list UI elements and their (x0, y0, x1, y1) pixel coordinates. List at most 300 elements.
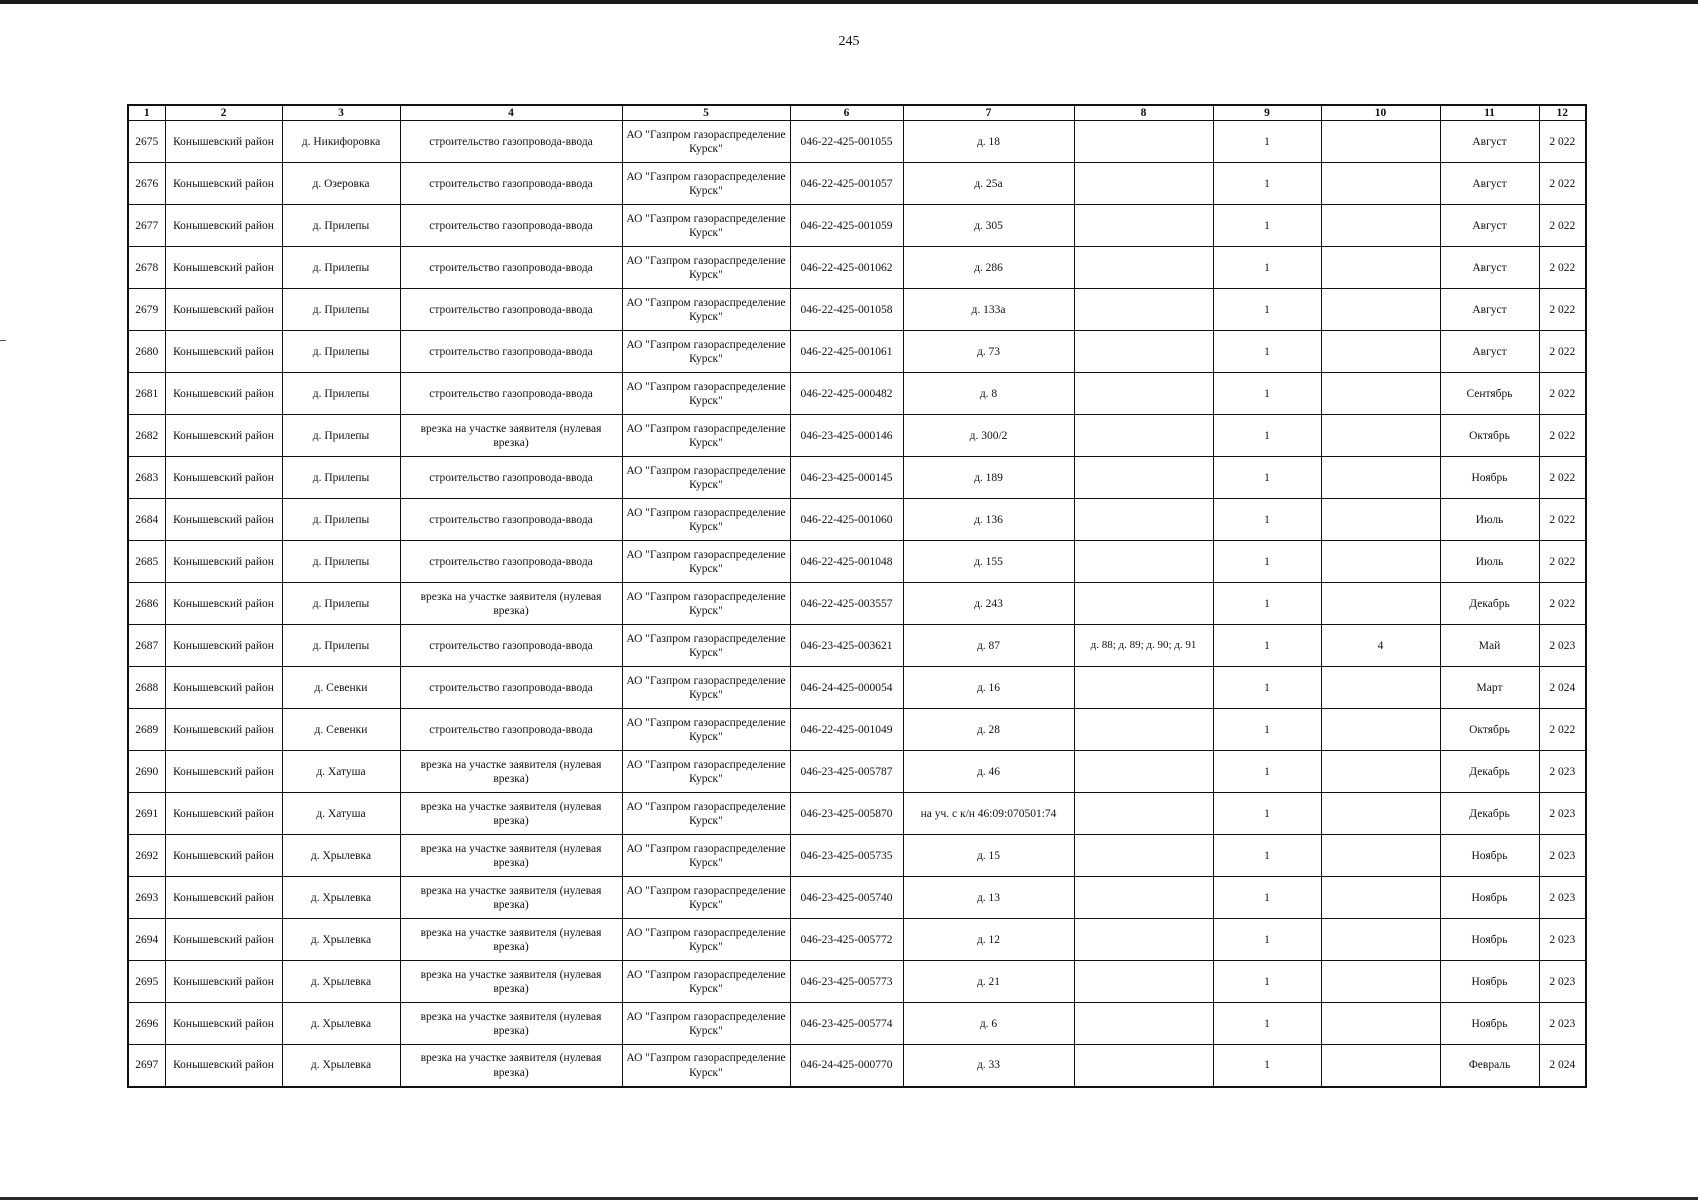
work-type-cell: врезка на участке заявителя (нулевая врезка) (400, 583, 622, 625)
address-cell: д. 300/2 (903, 415, 1074, 457)
additional-addresses-cell (1074, 1003, 1213, 1045)
column-header-6: 6 (790, 105, 903, 121)
table-row (128, 919, 1586, 961)
organization-cell: АО "Газпром газораспределение Курск" (622, 373, 790, 415)
table-row (128, 1003, 1586, 1045)
additional-quantity-cell (1321, 457, 1440, 499)
settlement-cell: д. Прилепы (282, 499, 400, 541)
application-code-cell: 046-22-425-001059 (790, 205, 903, 247)
district-cell: Конышевский район (165, 247, 282, 289)
district-cell: Конышевский район (165, 961, 282, 1003)
month-cell: Май (1440, 625, 1539, 667)
additional-quantity-cell (1321, 415, 1440, 457)
table-row (128, 499, 1586, 541)
additional-addresses-cell (1074, 583, 1213, 625)
additional-addresses-cell (1074, 205, 1213, 247)
month-cell: Август (1440, 331, 1539, 373)
application-code-cell: 046-22-425-003557 (790, 583, 903, 625)
row-number-cell: 2679 (128, 289, 165, 331)
month-cell: Август (1440, 163, 1539, 205)
address-cell: д. 136 (903, 499, 1074, 541)
application-code-cell: 046-24-425-000770 (790, 1045, 903, 1087)
application-code-cell: 046-23-425-005774 (790, 1003, 903, 1045)
application-code-cell: 046-23-425-000146 (790, 415, 903, 457)
organization-cell: АО "Газпром газораспределение Курск" (622, 247, 790, 289)
work-type-cell: строительство газопровода-ввода (400, 667, 622, 709)
header-row (128, 105, 1586, 121)
settlement-cell: д. Прилепы (282, 583, 400, 625)
additional-addresses-cell (1074, 247, 1213, 289)
additional-addresses-cell: д. 88; д. 89; д. 90; д. 91 (1074, 625, 1213, 667)
district-cell: Конышевский район (165, 415, 282, 457)
month-cell: Ноябрь (1440, 835, 1539, 877)
quantity-cell: 1 (1213, 667, 1321, 709)
row-number-cell: 2680 (128, 331, 165, 373)
district-cell: Конышевский район (165, 541, 282, 583)
address-cell: д. 286 (903, 247, 1074, 289)
settlement-cell: д. Хрылевка (282, 1003, 400, 1045)
year-cell: 2 023 (1539, 877, 1586, 919)
row-number-cell: 2691 (128, 793, 165, 835)
address-cell: д. 243 (903, 583, 1074, 625)
work-type-cell: врезка на участке заявителя (нулевая врезка) (400, 1003, 622, 1045)
row-number-cell: 2685 (128, 541, 165, 583)
address-cell: д. 133а (903, 289, 1074, 331)
application-code-cell: 046-23-425-005735 (790, 835, 903, 877)
additional-quantity-cell (1321, 541, 1440, 583)
settlement-cell: д. Прилепы (282, 289, 400, 331)
district-cell: Конышевский район (165, 793, 282, 835)
organization-cell: АО "Газпром газораспределение Курск" (622, 163, 790, 205)
month-cell: Июль (1440, 541, 1539, 583)
additional-addresses-cell (1074, 163, 1213, 205)
address-cell: д. 28 (903, 709, 1074, 751)
work-type-cell: строительство газопровода-ввода (400, 289, 622, 331)
column-header-1: 1 (128, 105, 165, 121)
additional-addresses-cell (1074, 919, 1213, 961)
quantity-cell: 1 (1213, 625, 1321, 667)
year-cell: 2 023 (1539, 1003, 1586, 1045)
year-cell: 2 022 (1539, 583, 1586, 625)
application-code-cell: 046-23-425-000145 (790, 457, 903, 499)
district-cell: Конышевский район (165, 457, 282, 499)
month-cell: Июль (1440, 499, 1539, 541)
additional-addresses-cell (1074, 331, 1213, 373)
work-type-cell: строительство газопровода-ввода (400, 205, 622, 247)
quantity-cell: 1 (1213, 121, 1321, 163)
table-row (128, 247, 1586, 289)
district-cell: Конышевский район (165, 625, 282, 667)
work-type-cell: строительство газопровода-ввода (400, 457, 622, 499)
row-number-cell: 2690 (128, 751, 165, 793)
additional-quantity-cell (1321, 373, 1440, 415)
table-row (128, 961, 1586, 1003)
column-header-12: 12 (1539, 105, 1586, 121)
column-header-7: 7 (903, 105, 1074, 121)
address-cell: д. 155 (903, 541, 1074, 583)
register-table (127, 104, 1587, 1088)
application-code-cell: 046-22-425-001048 (790, 541, 903, 583)
month-cell: Август (1440, 205, 1539, 247)
quantity-cell: 1 (1213, 373, 1321, 415)
district-cell: Конышевский район (165, 163, 282, 205)
quantity-cell: 1 (1213, 793, 1321, 835)
settlement-cell: д. Прилепы (282, 541, 400, 583)
year-cell: 2 023 (1539, 793, 1586, 835)
quantity-cell: 1 (1213, 289, 1321, 331)
organization-cell: АО "Газпром газораспределение Курск" (622, 121, 790, 163)
settlement-cell: д. Хатуша (282, 793, 400, 835)
month-cell: Ноябрь (1440, 919, 1539, 961)
month-cell: Март (1440, 667, 1539, 709)
additional-addresses-cell (1074, 499, 1213, 541)
work-type-cell: строительство газопровода-ввода (400, 331, 622, 373)
month-cell: Октябрь (1440, 415, 1539, 457)
district-cell: Конышевский район (165, 289, 282, 331)
work-type-cell: строительство газопровода-ввода (400, 499, 622, 541)
month-cell: Август (1440, 247, 1539, 289)
quantity-cell: 1 (1213, 877, 1321, 919)
organization-cell: АО "Газпром газораспределение Курск" (622, 205, 790, 247)
table-row (128, 625, 1586, 667)
additional-quantity-cell: 4 (1321, 625, 1440, 667)
quantity-cell: 1 (1213, 709, 1321, 751)
district-cell: Конышевский район (165, 919, 282, 961)
year-cell: 2 024 (1539, 667, 1586, 709)
work-type-cell: врезка на участке заявителя (нулевая врезка) (400, 961, 622, 1003)
address-cell: д. 87 (903, 625, 1074, 667)
quantity-cell: 1 (1213, 835, 1321, 877)
row-number-cell: 2688 (128, 667, 165, 709)
additional-addresses-cell (1074, 709, 1213, 751)
district-cell: Конышевский район (165, 877, 282, 919)
additional-quantity-cell (1321, 583, 1440, 625)
work-type-cell: врезка на участке заявителя (нулевая врезка) (400, 1045, 622, 1087)
organization-cell: АО "Газпром газораспределение Курск" (622, 751, 790, 793)
additional-quantity-cell (1321, 667, 1440, 709)
year-cell: 2 022 (1539, 247, 1586, 289)
row-number-cell: 2697 (128, 1045, 165, 1087)
quantity-cell: 1 (1213, 919, 1321, 961)
quantity-cell: 1 (1213, 1003, 1321, 1045)
column-header-10: 10 (1321, 105, 1440, 121)
table-row (128, 583, 1586, 625)
month-cell: Ноябрь (1440, 961, 1539, 1003)
year-cell: 2 022 (1539, 415, 1586, 457)
month-cell: Февраль (1440, 1045, 1539, 1087)
scan-margin-mark (0, 340, 6, 341)
application-code-cell: 046-22-425-001049 (790, 709, 903, 751)
additional-quantity-cell (1321, 121, 1440, 163)
quantity-cell: 1 (1213, 205, 1321, 247)
table-row (128, 793, 1586, 835)
settlement-cell: д. Хрылевка (282, 1045, 400, 1087)
work-type-cell: строительство газопровода-ввода (400, 625, 622, 667)
row-number-cell: 2692 (128, 835, 165, 877)
column-header-2: 2 (165, 105, 282, 121)
row-number-cell: 2677 (128, 205, 165, 247)
organization-cell: АО "Газпром газораспределение Курск" (622, 919, 790, 961)
month-cell: Сентябрь (1440, 373, 1539, 415)
row-number-cell: 2684 (128, 499, 165, 541)
quantity-cell: 1 (1213, 583, 1321, 625)
column-header-9: 9 (1213, 105, 1321, 121)
organization-cell: АО "Газпром газораспределение Курск" (622, 1045, 790, 1087)
row-number-cell: 2695 (128, 961, 165, 1003)
year-cell: 2 022 (1539, 331, 1586, 373)
month-cell: Октябрь (1440, 709, 1539, 751)
district-cell: Конышевский район (165, 751, 282, 793)
address-cell: на уч. с к/н 46:09:070501:74 (903, 793, 1074, 835)
organization-cell: АО "Газпром газораспределение Курск" (622, 331, 790, 373)
application-code-cell: 046-22-425-000482 (790, 373, 903, 415)
work-type-cell: строительство газопровода-ввода (400, 163, 622, 205)
table-row (128, 289, 1586, 331)
column-header-4: 4 (400, 105, 622, 121)
additional-addresses-cell (1074, 961, 1213, 1003)
row-number-cell: 2682 (128, 415, 165, 457)
district-cell: Конышевский район (165, 373, 282, 415)
additional-addresses-cell (1074, 1045, 1213, 1087)
page-number: 245 (838, 34, 860, 49)
work-type-cell: строительство газопровода-ввода (400, 373, 622, 415)
address-cell: д. 25а (903, 163, 1074, 205)
application-code-cell: 046-23-425-005870 (790, 793, 903, 835)
quantity-cell: 1 (1213, 499, 1321, 541)
application-code-cell: 046-23-425-005772 (790, 919, 903, 961)
settlement-cell: д. Прилепы (282, 415, 400, 457)
table-row (128, 835, 1586, 877)
year-cell: 2 022 (1539, 163, 1586, 205)
additional-addresses-cell (1074, 667, 1213, 709)
month-cell: Декабрь (1440, 583, 1539, 625)
organization-cell: АО "Газпром газораспределение Курск" (622, 1003, 790, 1045)
application-code-cell: 046-24-425-000054 (790, 667, 903, 709)
additional-quantity-cell (1321, 247, 1440, 289)
table-row (128, 205, 1586, 247)
district-cell: Конышевский район (165, 1045, 282, 1087)
address-cell: д. 189 (903, 457, 1074, 499)
address-cell: д. 8 (903, 373, 1074, 415)
address-cell: д. 73 (903, 331, 1074, 373)
table-row (128, 457, 1586, 499)
application-code-cell: 046-22-425-001061 (790, 331, 903, 373)
application-code-cell: 046-23-425-005787 (790, 751, 903, 793)
year-cell: 2 022 (1539, 289, 1586, 331)
work-type-cell: строительство газопровода-ввода (400, 121, 622, 163)
organization-cell: АО "Газпром газораспределение Курск" (622, 625, 790, 667)
year-cell: 2 022 (1539, 205, 1586, 247)
settlement-cell: д. Прилепы (282, 331, 400, 373)
table-row (128, 751, 1586, 793)
address-cell: д. 305 (903, 205, 1074, 247)
settlement-cell: д. Севенки (282, 709, 400, 751)
additional-quantity-cell (1321, 835, 1440, 877)
organization-cell: АО "Газпром газораспределение Курск" (622, 289, 790, 331)
district-cell: Конышевский район (165, 121, 282, 163)
settlement-cell: д. Хрылевка (282, 835, 400, 877)
additional-quantity-cell (1321, 163, 1440, 205)
work-type-cell: врезка на участке заявителя (нулевая врезка) (400, 793, 622, 835)
additional-addresses-cell (1074, 835, 1213, 877)
table-row (128, 877, 1586, 919)
additional-addresses-cell (1074, 415, 1213, 457)
organization-cell: АО "Газпром газораспределение Курск" (622, 583, 790, 625)
address-cell: д. 12 (903, 919, 1074, 961)
additional-addresses-cell (1074, 541, 1213, 583)
settlement-cell: д. Хрылевка (282, 919, 400, 961)
work-type-cell: врезка на участке заявителя (нулевая врезка) (400, 919, 622, 961)
application-code-cell: 046-23-425-003621 (790, 625, 903, 667)
row-number-cell: 2675 (128, 121, 165, 163)
additional-addresses-cell (1074, 121, 1213, 163)
year-cell: 2 022 (1539, 457, 1586, 499)
settlement-cell: д. Хрылевка (282, 961, 400, 1003)
application-code-cell: 046-23-425-005773 (790, 961, 903, 1003)
additional-quantity-cell (1321, 919, 1440, 961)
district-cell: Конышевский район (165, 583, 282, 625)
district-cell: Конышевский район (165, 1003, 282, 1045)
year-cell: 2 022 (1539, 709, 1586, 751)
organization-cell: АО "Газпром газораспределение Курск" (622, 835, 790, 877)
additional-quantity-cell (1321, 961, 1440, 1003)
additional-addresses-cell (1074, 877, 1213, 919)
settlement-cell: д. Хрылевка (282, 877, 400, 919)
year-cell: 2 023 (1539, 961, 1586, 1003)
organization-cell: АО "Газпром газораспределение Курск" (622, 709, 790, 751)
row-number-cell: 2694 (128, 919, 165, 961)
district-cell: Конышевский район (165, 667, 282, 709)
work-type-cell: врезка на участке заявителя (нулевая врезка) (400, 877, 622, 919)
year-cell: 2 023 (1539, 919, 1586, 961)
month-cell: Декабрь (1440, 751, 1539, 793)
month-cell: Ноябрь (1440, 1003, 1539, 1045)
quantity-cell: 1 (1213, 457, 1321, 499)
settlement-cell: д. Прилепы (282, 373, 400, 415)
application-code-cell: 046-23-425-005740 (790, 877, 903, 919)
year-cell: 2 023 (1539, 751, 1586, 793)
table-row (128, 415, 1586, 457)
row-number-cell: 2678 (128, 247, 165, 289)
column-header-11: 11 (1440, 105, 1539, 121)
quantity-cell: 1 (1213, 415, 1321, 457)
quantity-cell: 1 (1213, 751, 1321, 793)
district-cell: Конышевский район (165, 709, 282, 751)
row-number-cell: 2696 (128, 1003, 165, 1045)
additional-quantity-cell (1321, 751, 1440, 793)
additional-quantity-cell (1321, 1003, 1440, 1045)
table-row (128, 709, 1586, 751)
additional-quantity-cell (1321, 877, 1440, 919)
year-cell: 2 022 (1539, 541, 1586, 583)
organization-cell: АО "Газпром газораспределение Курск" (622, 667, 790, 709)
organization-cell: АО "Газпром газораспределение Курск" (622, 499, 790, 541)
work-type-cell: строительство газопровода-ввода (400, 709, 622, 751)
additional-addresses-cell (1074, 457, 1213, 499)
table-body (128, 121, 1586, 1087)
year-cell: 2 022 (1539, 121, 1586, 163)
additional-quantity-cell (1321, 709, 1440, 751)
table-row (128, 667, 1586, 709)
address-cell: д. 46 (903, 751, 1074, 793)
address-cell: д. 21 (903, 961, 1074, 1003)
district-cell: Конышевский район (165, 835, 282, 877)
quantity-cell: 1 (1213, 163, 1321, 205)
work-type-cell: врезка на участке заявителя (нулевая врезка) (400, 415, 622, 457)
district-cell: Конышевский район (165, 205, 282, 247)
organization-cell: АО "Газпром газораспределение Курск" (622, 793, 790, 835)
address-cell: д. 33 (903, 1045, 1074, 1087)
row-number-cell: 2676 (128, 163, 165, 205)
year-cell: 2 024 (1539, 1045, 1586, 1087)
address-cell: д. 18 (903, 121, 1074, 163)
month-cell: Декабрь (1440, 793, 1539, 835)
settlement-cell: д. Прилепы (282, 205, 400, 247)
additional-quantity-cell (1321, 331, 1440, 373)
settlement-cell: д. Севенки (282, 667, 400, 709)
work-type-cell: строительство газопровода-ввода (400, 541, 622, 583)
row-number-cell: 2686 (128, 583, 165, 625)
quantity-cell: 1 (1213, 1045, 1321, 1087)
district-cell: Конышевский район (165, 499, 282, 541)
application-code-cell: 046-22-425-001062 (790, 247, 903, 289)
quantity-cell: 1 (1213, 247, 1321, 289)
address-cell: д. 13 (903, 877, 1074, 919)
organization-cell: АО "Газпром газораспределение Курск" (622, 415, 790, 457)
table-row (128, 331, 1586, 373)
additional-quantity-cell (1321, 205, 1440, 247)
column-header-5: 5 (622, 105, 790, 121)
row-number-cell: 2681 (128, 373, 165, 415)
organization-cell: АО "Газпром газораспределение Курск" (622, 541, 790, 583)
additional-addresses-cell (1074, 373, 1213, 415)
row-number-cell: 2689 (128, 709, 165, 751)
settlement-cell: д. Озеровка (282, 163, 400, 205)
settlement-cell: д. Хатуша (282, 751, 400, 793)
work-type-cell: врезка на участке заявителя (нулевая врезка) (400, 751, 622, 793)
month-cell: Август (1440, 289, 1539, 331)
work-type-cell: строительство газопровода-ввода (400, 247, 622, 289)
month-cell: Ноябрь (1440, 457, 1539, 499)
year-cell: 2 022 (1539, 373, 1586, 415)
additional-addresses-cell (1074, 289, 1213, 331)
additional-addresses-cell (1074, 751, 1213, 793)
settlement-cell: д. Прилепы (282, 457, 400, 499)
work-type-cell: врезка на участке заявителя (нулевая врезка) (400, 835, 622, 877)
row-number-cell: 2683 (128, 457, 165, 499)
quantity-cell: 1 (1213, 331, 1321, 373)
row-number-cell: 2693 (128, 877, 165, 919)
column-header-3: 3 (282, 105, 400, 121)
row-number-cell: 2687 (128, 625, 165, 667)
table-row (128, 121, 1586, 163)
table-row (128, 541, 1586, 583)
organization-cell: АО "Газпром газораспределение Курск" (622, 877, 790, 919)
settlement-cell: д. Прилепы (282, 625, 400, 667)
application-code-cell: 046-22-425-001057 (790, 163, 903, 205)
column-header-8: 8 (1074, 105, 1213, 121)
quantity-cell: 1 (1213, 961, 1321, 1003)
address-cell: д. 15 (903, 835, 1074, 877)
application-code-cell: 046-22-425-001060 (790, 499, 903, 541)
additional-quantity-cell (1321, 499, 1440, 541)
address-cell: д. 16 (903, 667, 1074, 709)
district-cell: Конышевский район (165, 331, 282, 373)
organization-cell: АО "Газпром газораспределение Курск" (622, 961, 790, 1003)
year-cell: 2 022 (1539, 499, 1586, 541)
month-cell: Ноябрь (1440, 877, 1539, 919)
additional-quantity-cell (1321, 793, 1440, 835)
